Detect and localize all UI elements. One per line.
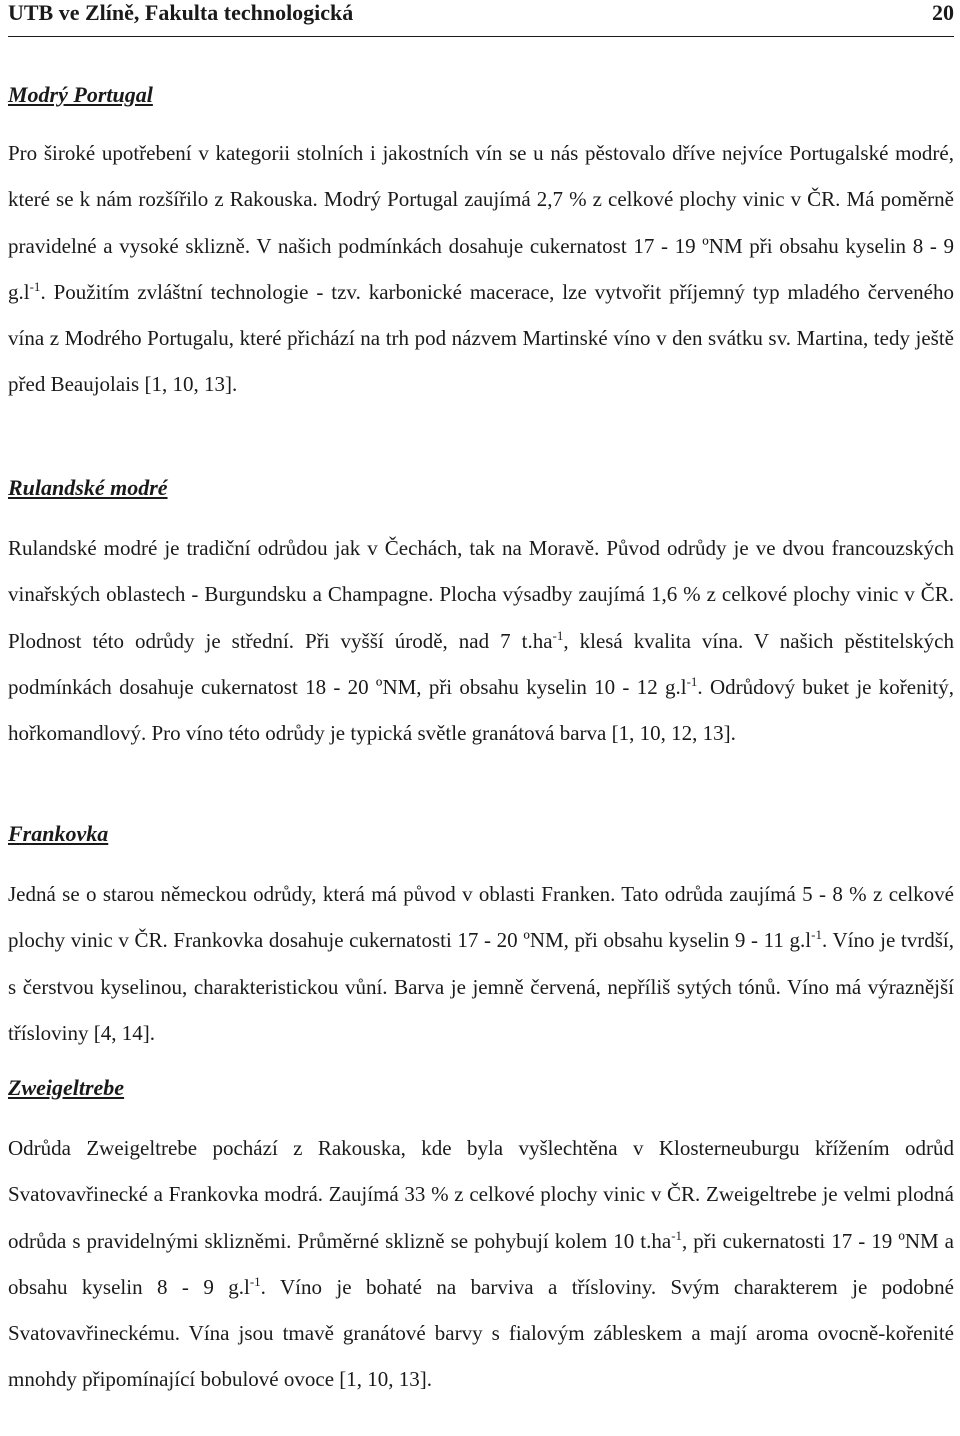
superscript: -1: [671, 1227, 683, 1243]
paragraph-text: Rulandské modré je tradiční odrůdou jak v Čechách, tak na Moravě. Původ odrůdy je ve dvou francouzských vinařských oblastech - Burgundsku a Champagne. Plocha výsadby zaujímá 1,6 % z celkové plochy vinic v ČR. Plodnost této odrůdy je střední. Při vyšší úrodě, nad 7 t.ha: [8, 536, 954, 653]
page-number: 20: [932, 0, 954, 25]
superscript: -1: [686, 673, 698, 689]
paragraph-text: . Víno je tvrdší, s čerstvou kyselinou, charakteristickou vůní. Barva je jemně červená, nepříliš sytých tónů. Víno má výraznější třísloviny [4, 14].: [8, 928, 954, 1045]
page-header: [8, 0, 954, 30]
paragraph-text: . Víno je bohaté na barviva a třísloviny. Svým charakterem je podobné Svatovavřineckému. Vína jsou tmavě granátové barvy s fialovým zábleskem a mají aroma ovocně-kořenité mnohdy připomínající bobulové ovoce [1, 10, 13].: [8, 1274, 954, 1392]
paragraph-text: , při cukernatosti 17 - 19 ºNM a obsahu kyselin 8 - 9 g.l: [8, 1228, 954, 1299]
section-heading: Zweigeltrebe: [8, 1075, 125, 1100]
section-heading: Rulandské modré: [8, 475, 168, 500]
section-zweigeltrebe: [8, 1075, 954, 1403]
superscript: -1: [811, 927, 822, 943]
paragraph-text: . Odrůdový buket je kořenitý, hořkomandlový. Pro víno této odrůdy je typická světle granátová barva [1, 10, 12, 13].: [8, 674, 954, 746]
section-modry-portugal: [8, 82, 954, 408]
section-rulandske-modre: [8, 475, 954, 756]
section-paragraph: [8, 130, 954, 408]
paragraph-text: Jedná se o starou německou odrůdy, která má původ v oblasti Franken. Tato odrůda zaujímá 5 - 8 % z celkové plochy vinic v ČR. Frankovka dosahuje cukernatosti 17 - 20 ºNM, při obsahu kyselin 9 - 11 g.l: [8, 882, 954, 953]
section-frankovka: [8, 821, 954, 1056]
section-paragraph: [8, 871, 954, 1056]
paragraph-text: , klesá kvalita vína. V našich pěstitelských podmínkách dosahuje cukernatost 18 - 20 ºNM, při obsahu kyselin 10 - 12 g.l: [8, 628, 954, 699]
section-paragraph: [8, 525, 954, 756]
section-paragraph: [8, 1125, 954, 1403]
section-heading: Modrý Portugal: [8, 82, 153, 107]
superscript: -1: [249, 1273, 261, 1289]
header-divider: [8, 36, 954, 37]
superscript: -1: [552, 627, 564, 643]
paragraph-text: . Použitím zvláštní technologie - tzv. karbonické macerace, lze vytvořit příjemný typ mladého červeného vína z Modrého Portugalu, které přichází na trh pod názvem Martinské víno v den svátku sv. Martina, tedy ještě před Beaujolais [1, 10, 13].: [8, 279, 954, 397]
superscript: -1: [29, 278, 41, 294]
header-title: UTB ve Zlíně, Fakulta technologická: [8, 0, 354, 25]
paragraph-text: Odrůda Zweigeltrebe pochází z Rakouska, kde byla vyšlechtěna v Klosterneuburgu křížením odrůd Svatovavřinecké a Frankovka modrá. Zaujímá 33 % z celkové plochy vinic v ČR. Zweigeltrebe je velmi plodná odrůda s pravidelnými sklizněmi. Průměrné sklizně se pohybují kolem 10 t.ha: [8, 1136, 954, 1253]
section-heading: Frankovka: [8, 821, 109, 846]
paragraph-text: Pro široké upotřebení v kategorii stolních i jakostních vín se u nás pěstovalo dříve nejvíce Portugalské modré, které se k nám rozšířilo z Rakouska. Modrý Portugal zaujímá 2,7 % z celkové plochy vinic v ČR. Má poměrně pravidelné a vysoké sklizně. V našich podmínkách dosahuje cukernatost 17 - 19 ºNM při obsahu kyselin 8 - 9 g.l: [8, 141, 954, 304]
